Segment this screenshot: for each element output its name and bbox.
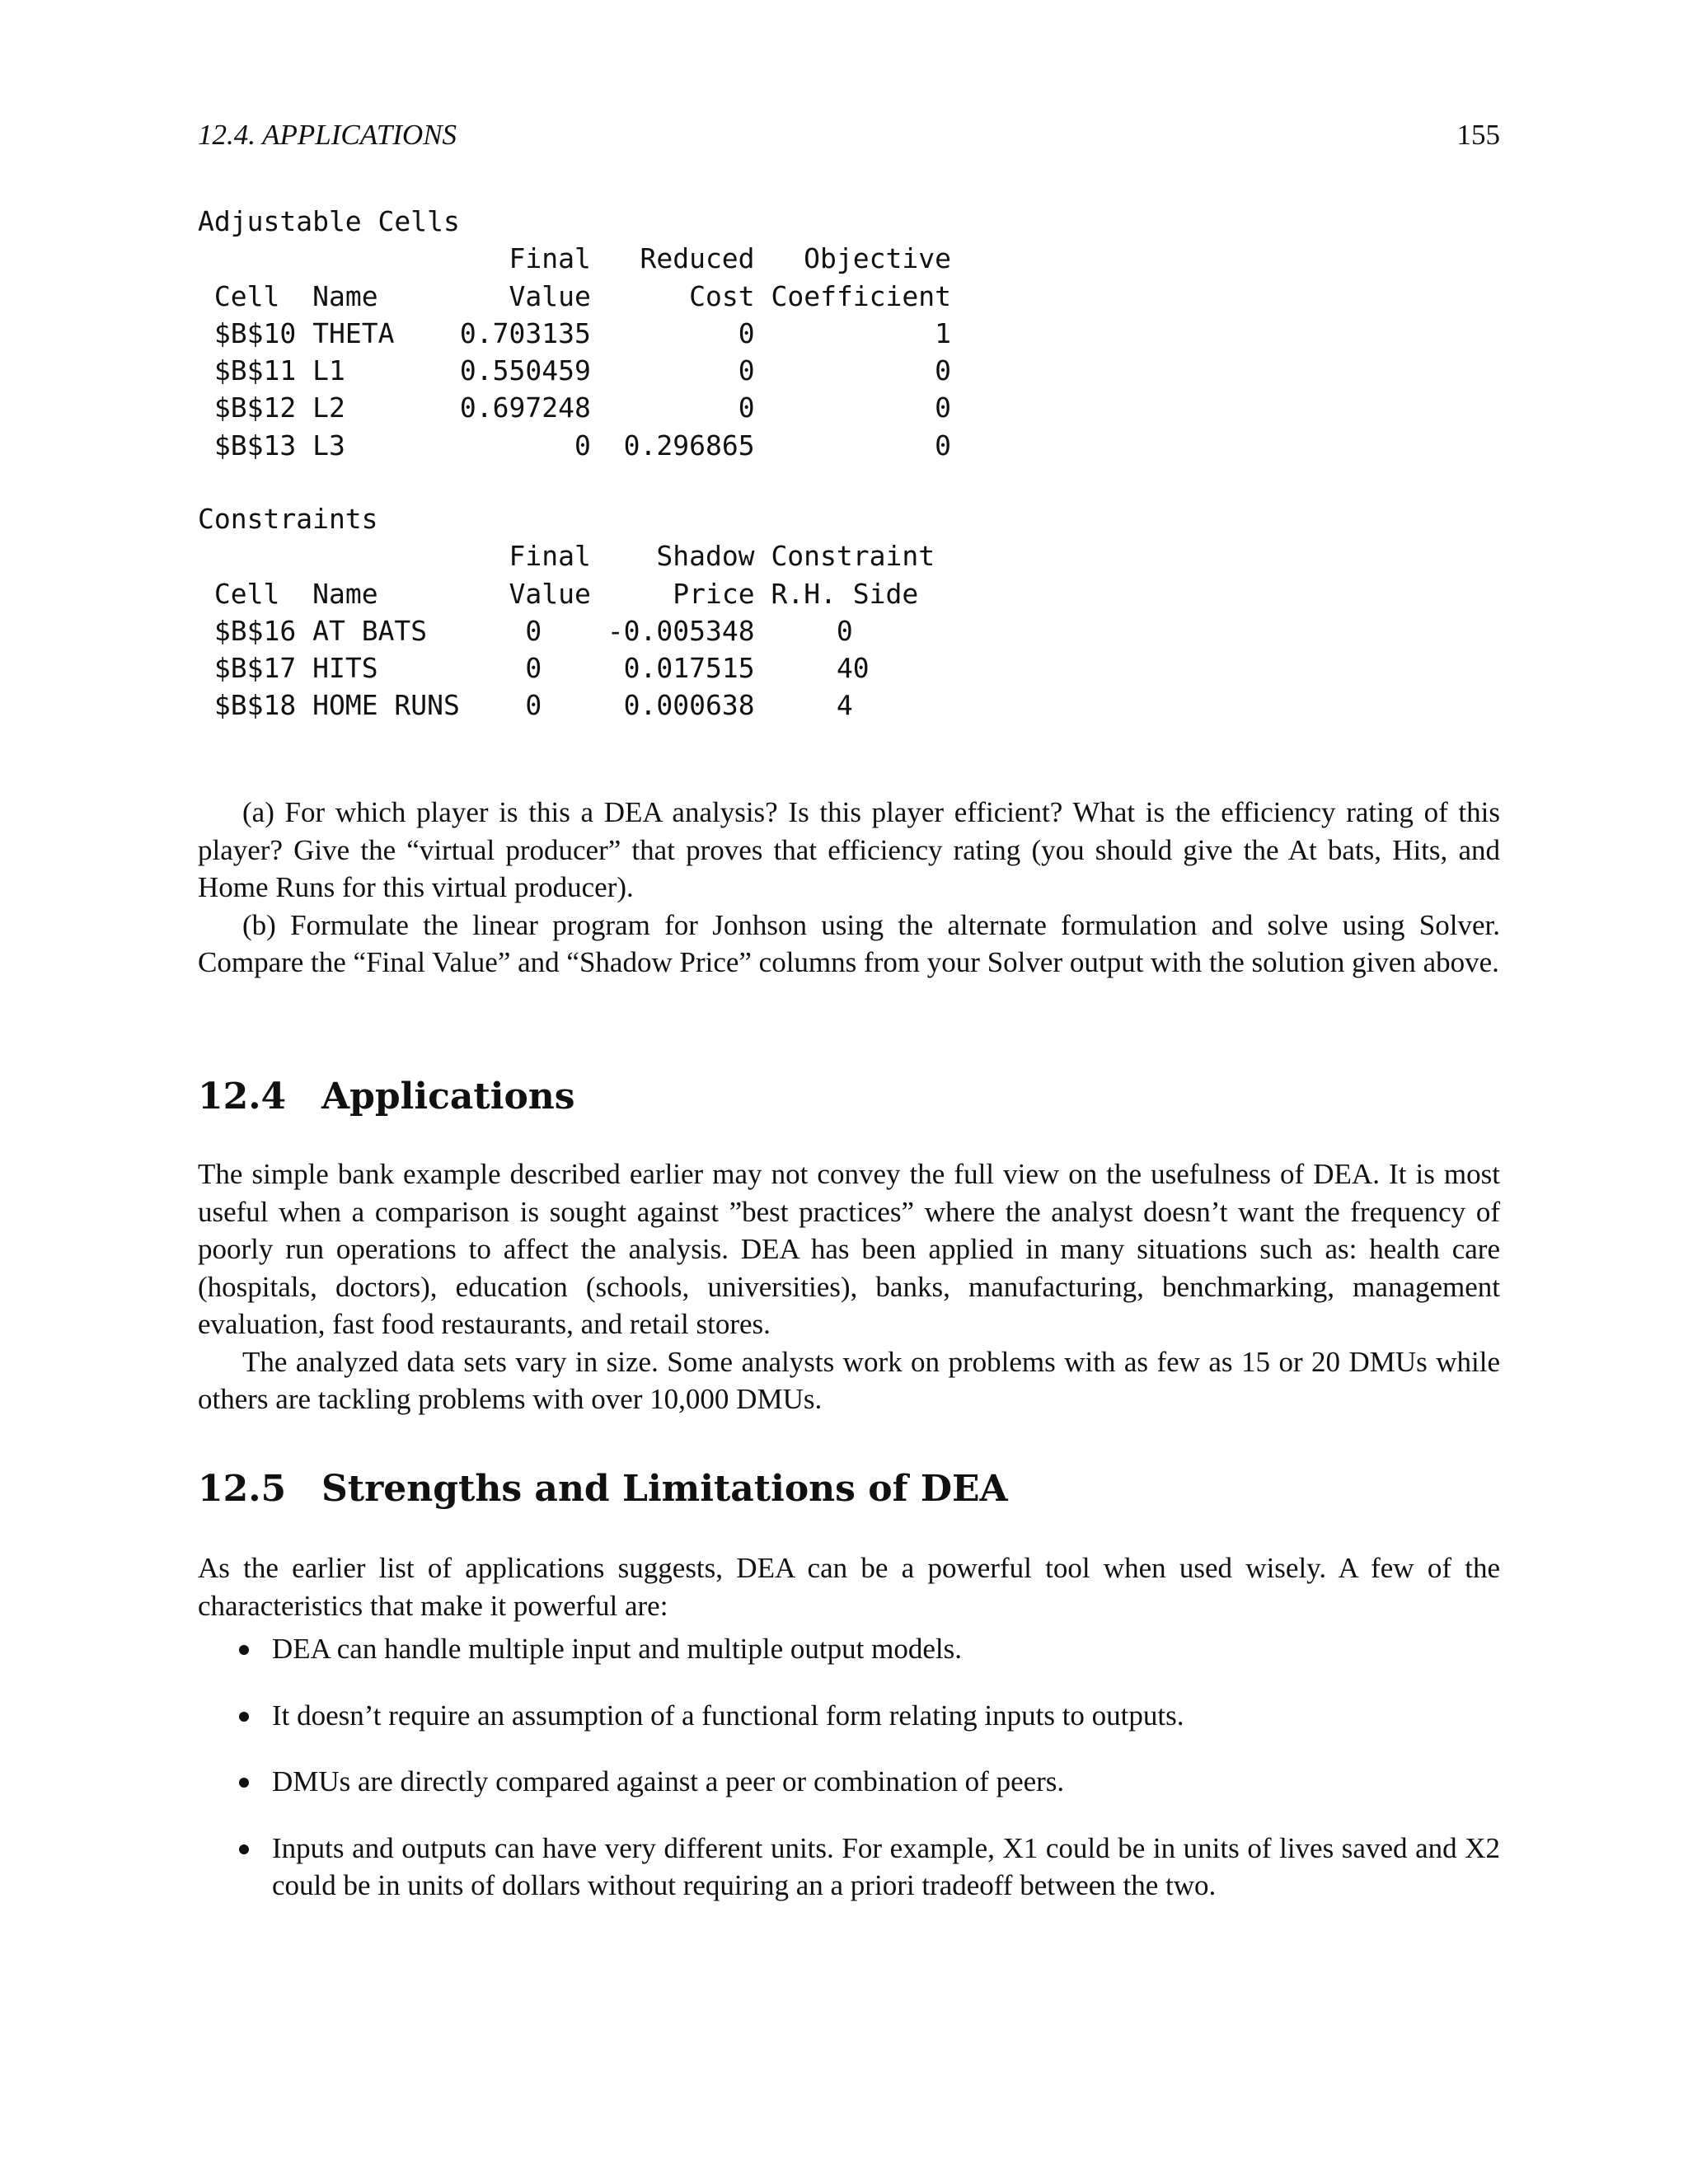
table-cell: AT BATS [312, 614, 428, 647]
table-cell: 0.703135 [459, 316, 591, 349]
table-cell: $B$18 [213, 689, 297, 722]
paragraph: The simple bank example described earlier may not convey the full view on the usefulness of DEA. It is most useful when a comparison is sought against ”best practices” where the analyst doesn’t want the frequency of poorly run operations to affect the analysis. DEA has been applied in many situations such as: health care (hospitals, doctors), education (schools, universities), banks, manufacturing, benchmarking, management evaluation, fast food restaurants, and retail stores. [198, 1158, 1500, 1340]
table-cell: L2 [312, 391, 345, 424]
column-header: Objective [804, 242, 951, 275]
exercise-questions [198, 794, 1500, 982]
question-a: (a) For which player is this a DEA analysis? Is this player efficient? What is the efficiency rating of this player? Give the “virtual producer” that proves that efficiency rating (you should give the At bats, Hits, and Home Runs for this virtual producer). [198, 796, 1500, 903]
table-cell: 0.017515 [623, 652, 755, 685]
table-cell: 4 [836, 689, 853, 722]
list-item-text: Inputs and outputs can have very different units. For example, X1 could be in units of lives saved and X2 could be in units of dollars without requiring an a priori tradeoff between the two. [272, 1831, 1500, 1901]
column-header: Name [312, 577, 378, 610]
table-cell: 0 [935, 391, 951, 424]
table-cell: -0.005348 [607, 614, 755, 647]
list-item-text: DMUs are directly compared against a peer or combination of peers. [272, 1765, 1065, 1797]
running-title: 12.4. APPLICATIONS [198, 119, 457, 151]
table-cell: 0.697248 [459, 391, 591, 424]
applications-body [198, 1155, 1500, 1418]
list-item-text: It doesn’t require an assumption of a functional form relating inputs to outputs. [272, 1699, 1184, 1732]
column-header: Cell [213, 279, 280, 312]
running-header [198, 115, 1500, 155]
section-number: 12.5 [198, 1468, 287, 1510]
table-cell: 0 [525, 652, 542, 685]
page-number: 155 [1456, 119, 1500, 151]
table-cell: $B$12 [213, 391, 297, 424]
list-item [198, 1763, 1500, 1801]
bullet-icon [239, 1778, 249, 1788]
column-header: R.H. Side [771, 577, 919, 610]
column-header: Final [509, 540, 591, 573]
section-title: Strengths and Limitations of DEA [321, 1468, 1008, 1510]
table-cell: L3 [312, 429, 345, 462]
section-title: Applications [321, 1076, 575, 1118]
list-item [198, 1830, 1500, 1905]
table-cell: 0 [525, 614, 542, 647]
table-cell: HOME RUNS [312, 689, 460, 722]
section-heading-applications [198, 1074, 1500, 1120]
column-header: Value [509, 577, 591, 610]
table-cell: THETA [312, 316, 395, 349]
section-heading-strengths [198, 1466, 1500, 1512]
bullet-icon [239, 1844, 249, 1854]
section-number: 12.4 [198, 1076, 287, 1118]
table-cell: 0 [738, 354, 755, 387]
list-item-text: DEA can handle multiple input and multiple output models. [272, 1633, 962, 1665]
table-cell: 0.000638 [623, 689, 755, 722]
strengths-list [198, 1630, 1500, 1933]
table-cell: 0.550459 [459, 354, 591, 387]
table-cell: $B$11 [213, 354, 297, 387]
table-cell: $B$16 [213, 614, 297, 647]
table-cell: 0 [836, 614, 853, 647]
strengths-intro [198, 1549, 1500, 1624]
constraints-table [198, 500, 935, 724]
table-cell: 0 [525, 689, 542, 722]
list-item [198, 1630, 1500, 1668]
column-header: Final [509, 242, 591, 275]
adjustable-cells-table [198, 203, 951, 464]
bullet-icon [239, 1712, 249, 1722]
column-header: Price [673, 577, 755, 610]
table-cell: HITS [312, 652, 378, 685]
column-header: Name [312, 279, 378, 312]
paragraph: As the earlier list of applications suggests, DEA can be a powerful tool when used wisely. A few of the characteristics that make it powerful are: [198, 1552, 1500, 1622]
table-cell: 0 [574, 429, 591, 462]
table-title: Adjustable Cells [198, 205, 460, 237]
column-header: Value [509, 279, 591, 312]
table-cell: L1 [312, 354, 345, 387]
table-cell: $B$17 [213, 652, 297, 685]
bullet-icon [239, 1645, 249, 1655]
column-header: Reduced [640, 242, 755, 275]
column-header: Shadow [656, 540, 755, 573]
paragraph: The analyzed data sets vary in size. Some analysts work on problems with as few as 15 or 20 DMUs while others are tackling problems with over 10,000 DMUs. [198, 1345, 1500, 1415]
question-b: (b) Formulate the linear program for Jonhson using the alternate formulation and solve using Solver. Compare the “Final Value” and “Shadow Price” columns from your Solver output with the solution given above. [198, 908, 1500, 978]
table-cell: $B$10 [213, 316, 297, 349]
table-cell: 0.296865 [623, 429, 755, 462]
table-cell: 0 [738, 391, 755, 424]
table-cell: 1 [935, 316, 951, 349]
table-cell: $B$13 [213, 429, 297, 462]
table-cell: 0 [935, 429, 951, 462]
column-header: Cost [689, 279, 755, 312]
list-item [198, 1697, 1500, 1735]
column-header: Coefficient [771, 279, 952, 312]
column-header: Cell [213, 577, 280, 610]
table-title: Constraints [198, 503, 378, 535]
table-cell: 0 [935, 354, 951, 387]
table-cell: 0 [738, 316, 755, 349]
table-cell: 40 [836, 652, 870, 685]
column-header: Constraint [771, 540, 935, 573]
